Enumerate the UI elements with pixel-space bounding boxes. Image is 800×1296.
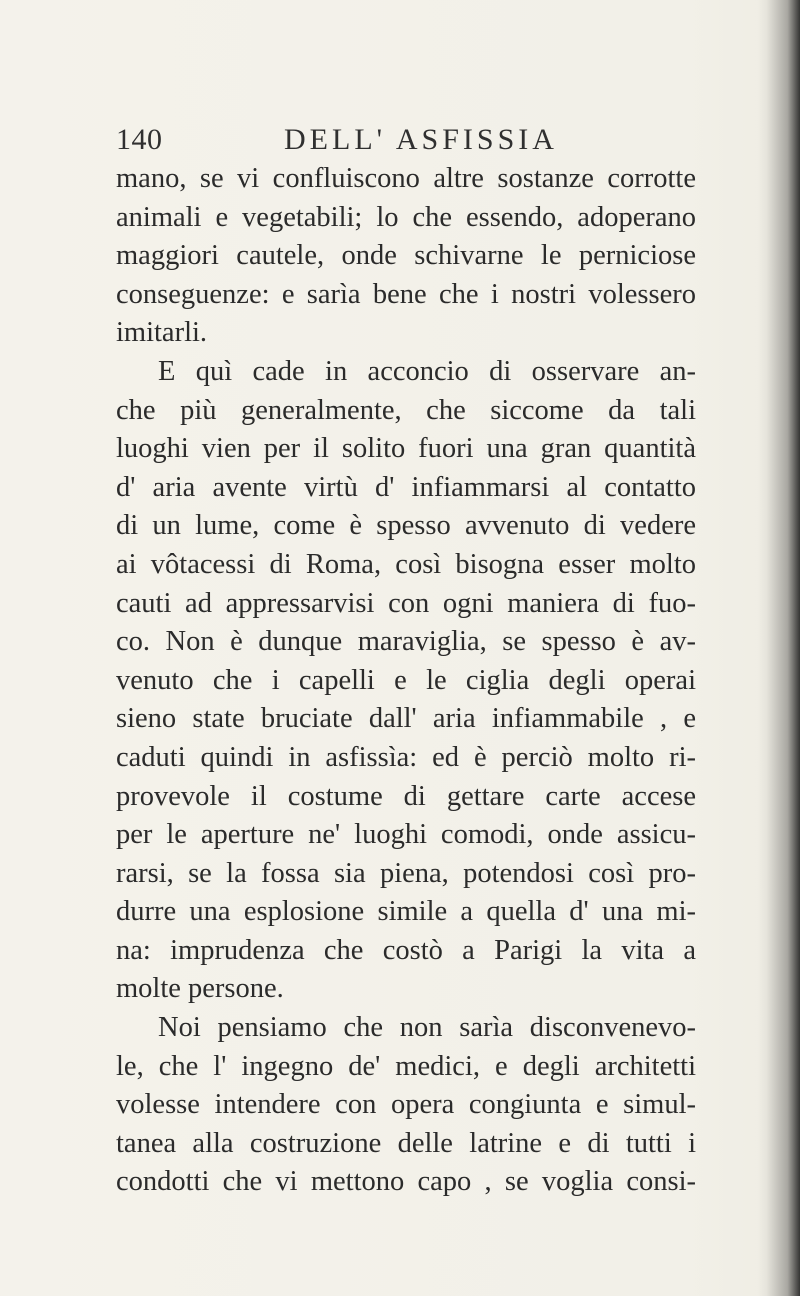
text-line: venuto che i capelli e le ciglia degli operai — [116, 664, 696, 696]
text-line: tanea alla costruzione delle latrine e di tutti i — [116, 1127, 696, 1159]
text-line: condotti che vi mettono capo , se voglia consi- — [116, 1166, 696, 1198]
text-line: d' aria avente virtù d' infiammarsi al contatto — [116, 471, 696, 503]
text-line: volesse intendere con opera congiunta e simul- — [116, 1089, 696, 1121]
text-line: imitarli. — [116, 317, 208, 349]
text-line: le, che l' ingegno de' medici, e degli architetti — [116, 1050, 696, 1082]
text-line: ai vôtacessi di Roma, così bisogna esser molto — [116, 548, 696, 580]
text-line: provevole il costume di gettare carte accese — [116, 780, 696, 812]
text-line: maggiori cautele, onde schivarne le perniciose — [116, 240, 696, 272]
page-header — [116, 123, 676, 163]
text-line: rarsi, se la fossa sia piena, potendosi così pro- — [116, 857, 696, 889]
body-text — [116, 160, 696, 1202]
text-line: Noi pensiamo che non sarìa disconvenevo- — [158, 1012, 696, 1044]
text-line: durre una esplosione simile a quella d' una mi- — [116, 896, 696, 928]
text-line: di un lume, come è spesso avvenuto di vedere — [116, 510, 696, 542]
page-edge-shadow — [758, 0, 800, 1296]
text-line: E quì cade in acconcio di osservare an- — [158, 355, 696, 387]
text-line: caduti quindi in asfissìa: ed è perciò molto ri- — [116, 741, 696, 773]
text-line: che più generalmente, che siccome da tali — [116, 394, 696, 426]
running-title: DELL' ASFISSIA — [284, 123, 558, 156]
text-line: mano, se vi confluiscono altre sostanze corrotte — [116, 163, 696, 194]
text-line: na: imprudenza che costò a Parigi la vita a — [116, 934, 696, 966]
text-line: per le aperture ne' luoghi comodi, onde assicu- — [116, 819, 696, 851]
page-number: 140 — [116, 123, 163, 156]
text-line: cauti ad appressarvisi con ogni maniera di fuo- — [116, 587, 696, 619]
text-line: luoghi vien per il solito fuori una gran quantità — [116, 433, 696, 465]
text-line: molte persone. — [116, 973, 284, 1005]
text-line: co. Non è dunque maraviglia, se spesso è av- — [116, 626, 696, 658]
text-line: conseguenze: e sarìa bene che i nostri volessero — [116, 278, 696, 310]
text-line: sieno state bruciate dall' aria infiammabile , e — [116, 703, 696, 735]
text-line: animali e vegetabili; lo che essendo, adoperano — [116, 201, 696, 233]
